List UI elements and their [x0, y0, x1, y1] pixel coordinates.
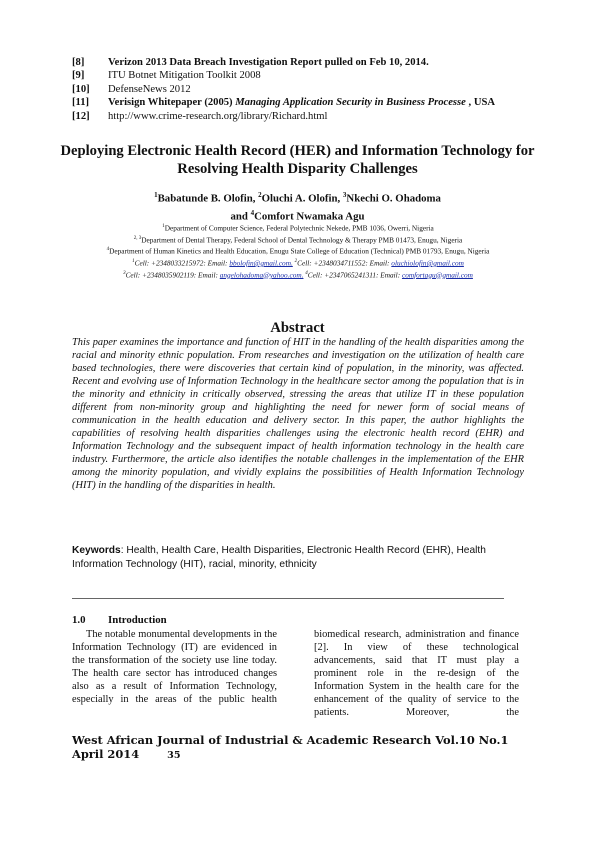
reference-list — [72, 56, 532, 123]
abstract-heading: Abstract — [270, 320, 325, 336]
author-list: $^1$Babatunde B. Olofin, $^2$Oluchi A. Olofin, $^3$Nkechi O. Ohadoma and $^4$Comfort Nwamaka Agu — [154, 191, 441, 223]
email-link[interactable]: comfortagu@gmail.com — [401, 269, 473, 279]
contact-line: $^1$Cell: +2348033215972: Email: bbolofin@gmail.com. $^2$Cell: +2348034711552: Email: oluchiolofin@gmail.com — [132, 258, 464, 268]
intro-column-left: The notable monumental developments in the Information Technology (IT) are evidenced in the transformation of the society use line today. The health care sector has introduced changes also as a result of Information Technology, especially in the areas of the public health — [72, 629, 277, 705]
email-link[interactable]: oluchiolofin@gmail.com — [391, 258, 464, 268]
affiliation-line: $^{2, 3}$Department of Dental Therapy, Federal School of Dental Technology & Therapy PMB 01473, Enugu, Nigeria — [133, 235, 463, 245]
journal-citation: West African Journal of Industrial & Academic Research Vol.10 No.1 April 2014 — [72, 733, 509, 761]
reference-item: [8] Verizon 2013 Data Breach Investigation Report pulled on Feb 10, 2014. — [72, 57, 429, 68]
affiliations — [72, 222, 524, 280]
email-link[interactable]: bbolofin@gmail.com. — [229, 258, 293, 268]
reference-link[interactable]: http://www.crime-research.org/library/Richard.html — [108, 110, 328, 122]
reference-item: [12] http://www.crime-research.org/library/Richard.html — [72, 110, 532, 123]
intro-column-right: biomedical research, administration and finance [2]. In view of these technological advancements, said that IT must play a prominent role in the re-design of the Information System in the health care for the enhancement of the quality of service to the patients. Moreover, the — [314, 629, 519, 718]
keywords: Keywords: Health, Health Care, Health Disparities, Electronic Health Record (EHR), Health Information Technology (HIT), racial, minority, ethnicity — [72, 545, 486, 571]
section-heading: 1.0 Introduction — [72, 614, 167, 626]
abstract-body: This paper examines the importance and function of HIT in the handling of the health disparities among the racial and minority ethnic population. From researches and investigation on the utilization of health care based technologies, there were discoveries that certain kind of population, in the minority, was affected. Recent and evolving use of Information Technology in the healthcare sector among the population that is in the minority and ethnicity in critically observed, stressing the areas that utilize IT in these population different from non-minority group and highlighting the need for newer form of social means of communication in the health education and delivery sector. In this paper, the author highlights the capabilities of resolving health disparities challenges using the electronic health record (EHR) and Information Technology and the subsequent impact of health information technology in the health care industry. Furthermore, the article also identifies the notable challenges in the implementation of the EHR among the minority population, and vividly explains the possibilities of Health Information Technology (HIT) in the handling of the disparities in health. — [72, 337, 524, 491]
affiliation-line: $^4$Department of Human Kinetics and Health Education, Enugu State College of Education (Technical) PMB 01793, Enugu, Nigeria — [106, 246, 490, 256]
page-footer — [72, 734, 512, 762]
contact-line: $^3$Cell: +2348035902119: Email: angelohadoma@yahoo.com. $^4$Cell: +2347065241311: Email: comfortagu@gmail.com — [123, 269, 473, 279]
section-divider — [72, 598, 504, 599]
reference-item: [11] Verisign Whitepaper (2005) Managing Application Security in Business Processe , USA — [72, 97, 496, 109]
paper-title: Deploying Electronic Health Record (HER) and Information Technology for Resolving Health Disparity Challenges — [60, 143, 535, 177]
reference-item: [10] DefenseNews 2012 — [72, 83, 191, 95]
page-number: 35 — [167, 749, 181, 761]
email-link[interactable]: angelohadoma@yahoo.com. — [219, 269, 304, 279]
reference-item: [9] ITU Botnet Mitigation Toolkit 2008 — [72, 70, 261, 82]
affiliation-line: $^1$Department of Computer Science, Federal Polytechnic Nekede, PMB 1036, Owerri, Nigeria — [162, 223, 434, 233]
